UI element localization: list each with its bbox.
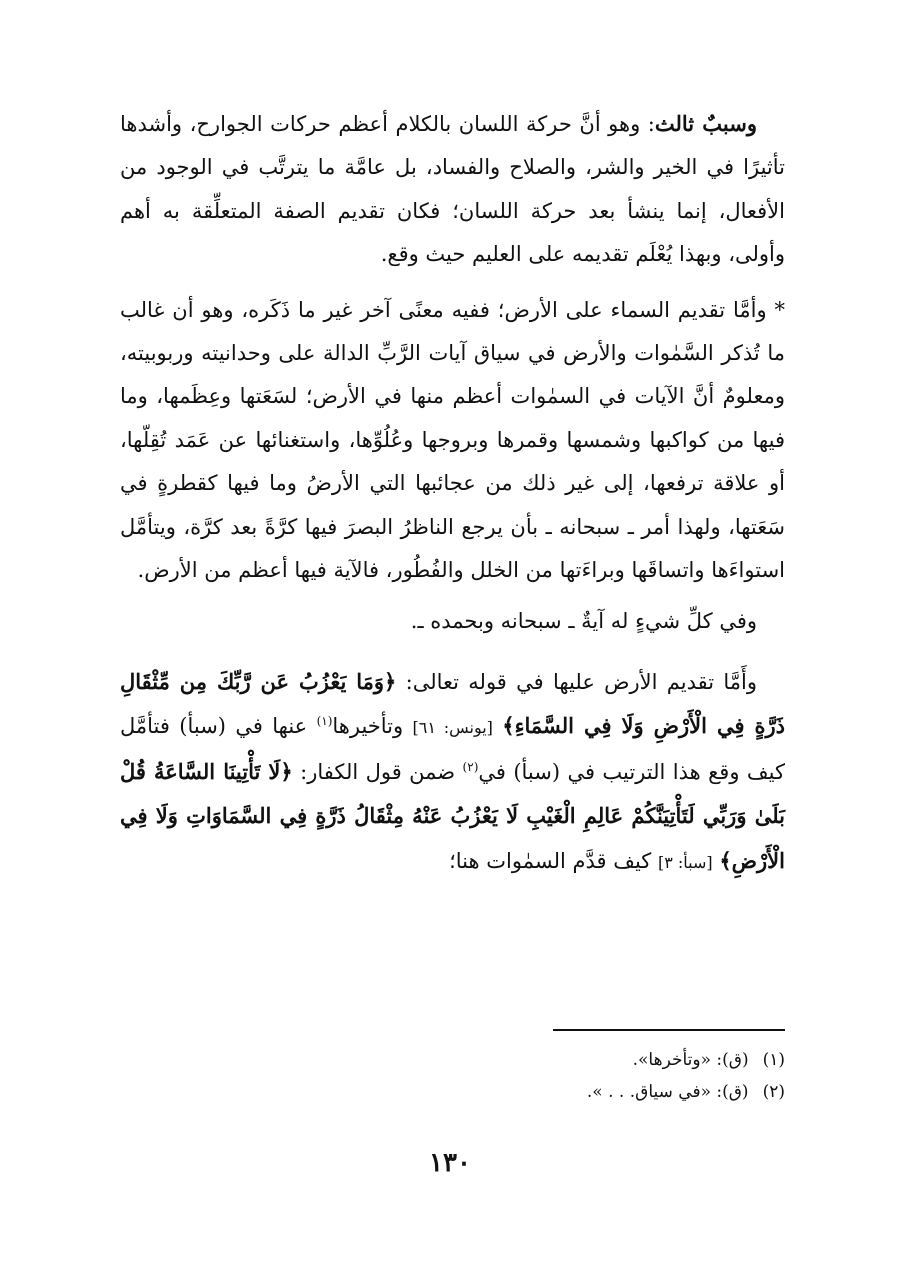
footnote-marker[interactable]: (١) (316, 714, 333, 729)
quran-close-brace: ﴾ (719, 847, 732, 873)
footnote-text: (ق): «في سياق. . . ». (586, 1082, 749, 1102)
footnote-item (145, 1044, 785, 1076)
paragraph-text: كيف قدَّم السمٰوات هنا؛ (449, 848, 652, 873)
quran-close-brace: ﴾ (502, 713, 515, 739)
paragraph-heaven-before-earth (120, 289, 785, 593)
paragraph-text: وتأخيرها (332, 714, 404, 739)
verse-citation: [سبأ: ٣] (657, 852, 713, 872)
paragraph-third-reason (120, 102, 785, 277)
page-number: ١٣٠ (429, 1148, 471, 1178)
footnotes (145, 1044, 785, 1108)
quran-open-brace: ﴿ (280, 758, 293, 784)
paragraph-text: عنها في (سبأ) فتأمَّل كيف وقع هذا الترتيب في (سبأ) في (120, 714, 785, 784)
footnote-marker[interactable]: (٢) (462, 759, 479, 774)
footnote-text: (ق): «وتأخرها». (632, 1050, 749, 1070)
paragraph-text: : وهو أنَّ حركة اللسان بالكلام أعظم حركات الجوارح، وأشدها تأثيرًا في الخير والشر، والصلاح والفساد، بل عامَّة ما يترتَّب في الوجود من الأفعال، إنما ينشأ بعد حركة اللسان؛ فكان تقديم الصفة المتعلِّقة به أهم وأولى، وبهذا يُعْلَم تقديمه على العليم حيث وقع. (120, 112, 785, 267)
quran-verse-saba: لَا تَأْتِينَا السَّاعَةُ قُلْ بَلَىٰ وَرَبِّي لَتَأْتِيَنَّكُمْ عَالِمِ الْغَيْبِ لَا يَعْزُبُ عَنْهُ مِثْقَالُ ذَرَّةٍ فِي السَّمَاوَاتِ وَلَا فِي الْأَرْضِ (120, 758, 785, 873)
verse-citation: [يونس: ٦١] (412, 718, 493, 738)
paragraph-text: * وأمَّا تقديم السماء على الأرض؛ ففيه معنًى آخر غير ما ذَكَره، وهو أن غالب ما تُذكر السَّمٰوات والأرض في سياق آيات الرَّبِّ الدالة على وحدانيته وربوبيته، ومعلومٌ أنَّ الآيات في السمٰوات أعظم منها في الأرض؛ لسَعَتها وعِظَمها، وما فيها من كواكبها وشمسها وقمرها وبروجها وعُلُوِّها، واستغنائها عن عَمَد تُقِلّها، أو علاقة ترفعها، إلى غير ذلك من عجائبها التي الأرضُ وما فيها كقطرةٍ في سَعَتها، ولهذا أمر ـ سبحانه ـ بأن يرجع الناظرُ البصرَ فيها كرَّةً بعد كرَّة، ويتأمَّل استواءَها واتساقَها وبراءَتها من الخلل والفُطُور، فالآية فيها أعظم من الأرض. (120, 297, 785, 583)
paragraph-earth-before-heaven (120, 660, 785, 884)
quran-open-brace: ﴿ (384, 668, 397, 694)
paragraph-lead: وسببٌ ثالث (654, 111, 757, 136)
footnote-number: (١) (762, 1050, 785, 1070)
page-body (120, 102, 785, 884)
quran-verse-yunus: وَمَا يَعْزُبُ عَن رَّبِّكَ مِن مِّثْقَالِ ذَرَّةٍ فِي الْأَرْضِ وَلَا فِي السَّمَاءِ (120, 668, 785, 739)
paragraph-text: ضمن قول الكفار: (300, 759, 456, 784)
footnote-divider (553, 1029, 785, 1031)
footnote-item (145, 1076, 785, 1108)
paragraph-text: وفي كلِّ شيءٍ له آيةٌ ـ سبحانه وبحمده ـ. (410, 609, 757, 634)
footnote-number: (٢) (762, 1082, 785, 1102)
paragraph-intro: وأَمَّا تقديم الأرض عليها في قوله تعالى: (405, 669, 757, 694)
paragraph-every-thing-sign (120, 600, 785, 643)
